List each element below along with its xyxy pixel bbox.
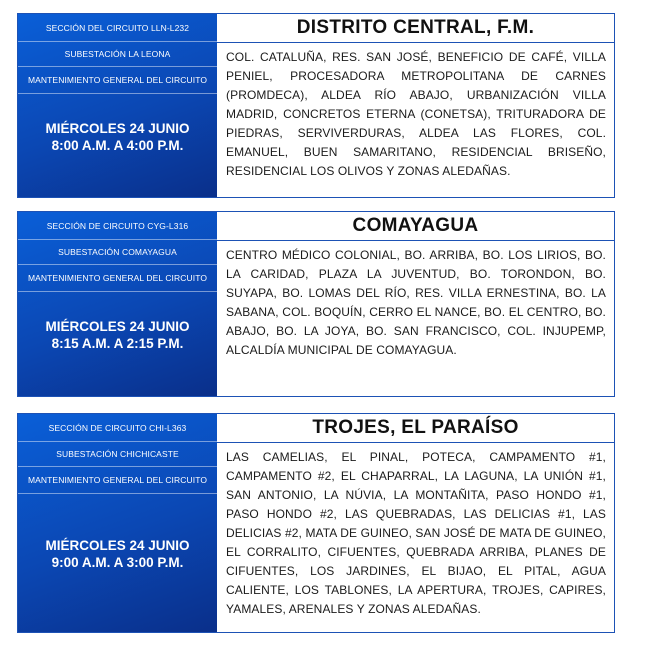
- outage-card-comayagua: [17, 211, 615, 397]
- schedule-date: MIÉRCOLES 24 JUNIO: [45, 538, 190, 553]
- schedule-time: 9:00 A.M. A 3:00 P.M.: [51, 555, 184, 570]
- circuit-info-panel: [18, 14, 217, 197]
- circuit-section: SECCIÓN DE CIRCUITO CYG-L316: [18, 212, 217, 240]
- outage-card-distrito-central: [17, 13, 615, 198]
- schedule-date: MIÉRCOLES 24 JUNIO: [45, 319, 190, 334]
- work-type: MANTENIMIENTO GENERAL DEL CIRCUITO: [18, 67, 217, 94]
- schedule-date: MIÉRCOLES 24 JUNIO: [45, 120, 190, 136]
- work-type: MANTENIMIENTO GENERAL DEL CIRCUITO: [18, 467, 217, 494]
- substation-name: SUBESTACIÓN CHICHICASTE: [18, 442, 217, 467]
- affected-area-panel: [217, 212, 614, 396]
- schedule: [18, 494, 217, 632]
- schedule: [18, 292, 217, 396]
- affected-areas-text: COL. CATALUÑA, RES. SAN JOSÉ, BENEFICIO DE CAFÉ, VILLA PENIEL, PROCESADORA METROPOLITANA DE CARNES (PROMDECA), ALDEA RÍO ABAJO, URBANIZACIÓN VILLA MADRID, CONCRETOS ETERNA (CONETSA), TRITURADORA DE PIEDRAS, SERVIVERDURAS, ALDEA LAS FLORES, COL. EMANUEL, BUEN SAMARITANO, RESIDENCIAL BRISEÑO, RESIDENCIAL LOS OLIVOS Y ZONAS ALEDAÑAS.: [226, 50, 606, 178]
- affected-areas-text: CENTRO MÉDICO COLONIAL, BO. ARRIBA, BO. LOS LIRIOS, BO. LA CARIDAD, PLAZA LA JUVENTUD, BO. TORONDON, BO. SUYAPA, BO. LOMAS DEL RÍO, RES. VILLA ERNESTINA, BO. LA SABANA, COL. BOQUÍN, CERRO EL NANCE, BO. EL CENTRO, BO. ABAJO, BO. LA JOYA, BO. SAN FRANCISCO, COL. INJUPEMP, ALCALDÍA MUNICIPAL DE COMAYAGUA.: [226, 248, 606, 357]
- circuit-info-panel: [18, 212, 217, 396]
- substation-name: SUBESTACIÓN COMAYAGUA: [18, 240, 217, 265]
- outage-card-trojes: [17, 413, 615, 633]
- location-title: COMAYAGUA: [217, 212, 614, 241]
- affected-areas-text: LAS CAMELIAS, EL PINAL, POTECA, CAMPAMENTO #1, CAMPAMENTO #2, EL CHAPARRAL, LA LAGUNA, LA UNIÓN #1, SAN ANTONIO, LA NÚVIA, LA MONTAÑITA, PASO HONDO #1, PASO HONDO #2, LAS QUEBRADAS, LAS DELICIAS #1, LAS DELICIAS #2, MATA DE GUINEO, SAN JOSÉ DE MATA DE GUINEO, EL CORRALITO, CIFUENTES, QUEBRADA ARRIBA, PLANES DE CIFUENTES, LOS JARDINES, EL BIJAO, EL PITAL, AGUA CALIENTE, LOS TABLONES, LA APERTURA, TROJES, CAPIRES, YAMALES, ARENALES Y ZONAS ALEDAÑAS.: [226, 450, 606, 616]
- affected-area-panel: [217, 414, 614, 632]
- affected-area-panel: [217, 14, 614, 197]
- location-title: TROJES, EL PARAÍSO: [217, 414, 614, 443]
- location-title: DISTRITO CENTRAL, F.M.: [217, 14, 614, 43]
- circuit-info-panel: [18, 414, 217, 632]
- schedule-time: 8:00 A.M. A 4:00 P.M.: [51, 137, 184, 153]
- circuit-section: SECCIÓN DEL CIRCUITO LLN-L232: [18, 14, 217, 42]
- circuit-section: SECCIÓN DE CIRCUITO CHI-L363: [18, 414, 217, 442]
- schedule-time: 8:15 A.M. A 2:15 P.M.: [51, 336, 184, 351]
- substation-name: SUBESTACIÓN LA LEONA: [18, 42, 217, 67]
- work-type: MANTENIMIENTO GENERAL DEL CIRCUITO: [18, 265, 217, 292]
- schedule: [18, 94, 217, 197]
